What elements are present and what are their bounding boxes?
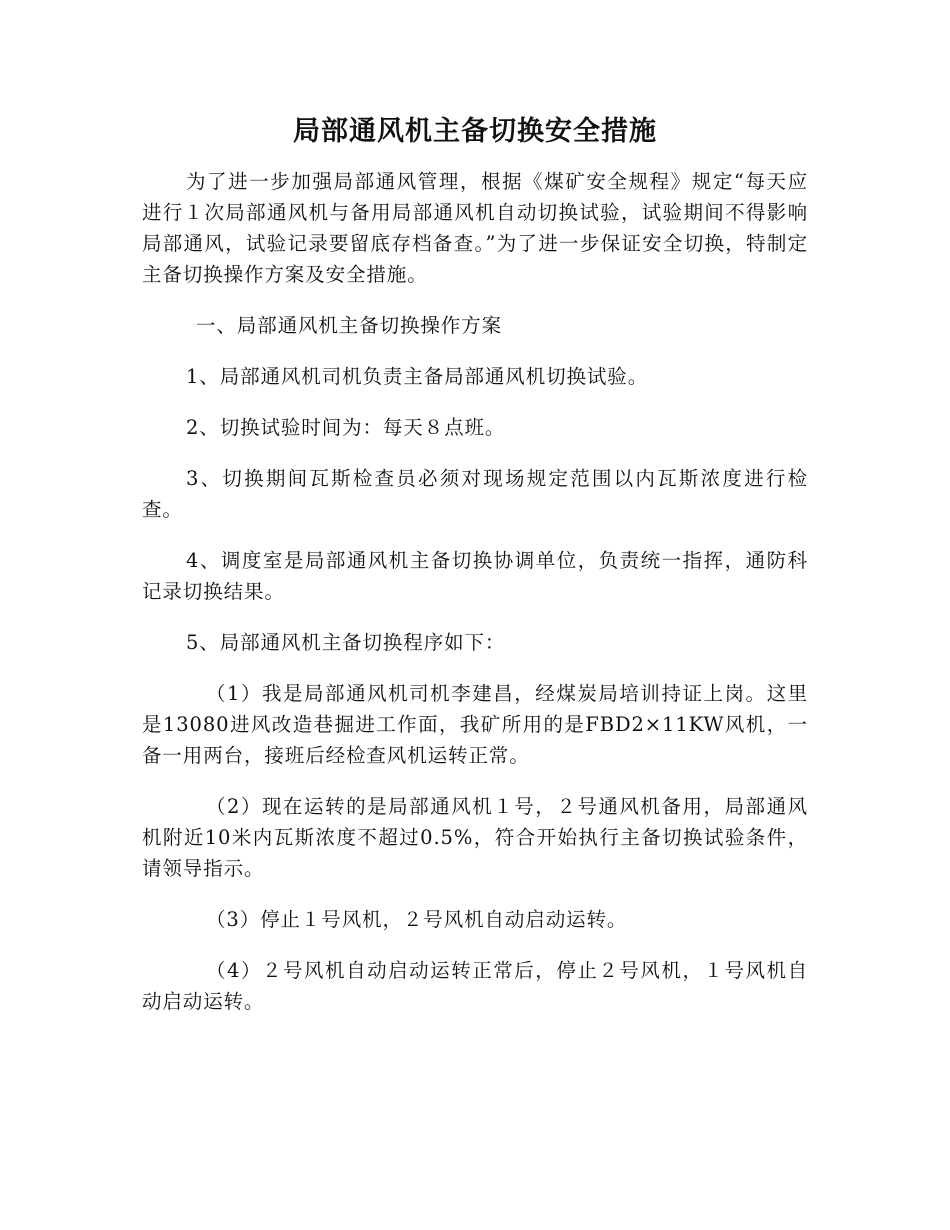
document-title: 局部通风机主备切换安全措施 [293, 116, 657, 147]
list-item: 1、局部通风机司机负责主备局部通风机切换试验。 [186, 365, 649, 388]
sub-list-item: （2）现在运转的是局部通风机１号，２号通风机备用，局部通风机附近10米内瓦斯浓度不超过0.5%，符合开始执行主备切换试验条件，请领导指示。 [142, 795, 808, 880]
sub-list-item: （1）我是局部通风机司机李建昌，经煤炭局培训持证上岗。这里是13080进风改造巷掘进工作面，我矿所用的是FBD2×11KW风机，一备一用两台，接班后经检查风机运转正常。 [142, 682, 808, 767]
list-item: 4、调度室是局部通风机主备切换协调单位，负责统一指挥，通防科记录切换结果。 [142, 549, 808, 603]
list-item: 2、切换试验时间为：每天８点班。 [186, 416, 506, 439]
intro-paragraph: 为了进一步加强局部通风管理，根据《煤矿安全规程》规定“每天应进行１次局部通风机与备用局部通风机自动切换试验，试验期间不得影响局部通风，试验记录要留底存档备查。”为了进一步保证安全切换，特制定主备切换操作方案及安全措施。 [142, 170, 808, 286]
list-item: 3、切换期间瓦斯检查员必须对现场规定范围以内瓦斯浓度进行检查。 [142, 467, 808, 521]
sub-list-item: （3）停止１号风机，２号风机自动启动运转。 [206, 908, 628, 931]
list-item: 5、局部通风机主备切换程序如下： [186, 631, 506, 654]
sub-list-item: （4）２号风机自动启动运转正常后，停止２号风机，１号风机自动启动运转。 [142, 959, 808, 1013]
document-body [142, 166, 808, 1017]
section-heading: 一、局部通风机主备切换操作方案 [196, 314, 503, 337]
